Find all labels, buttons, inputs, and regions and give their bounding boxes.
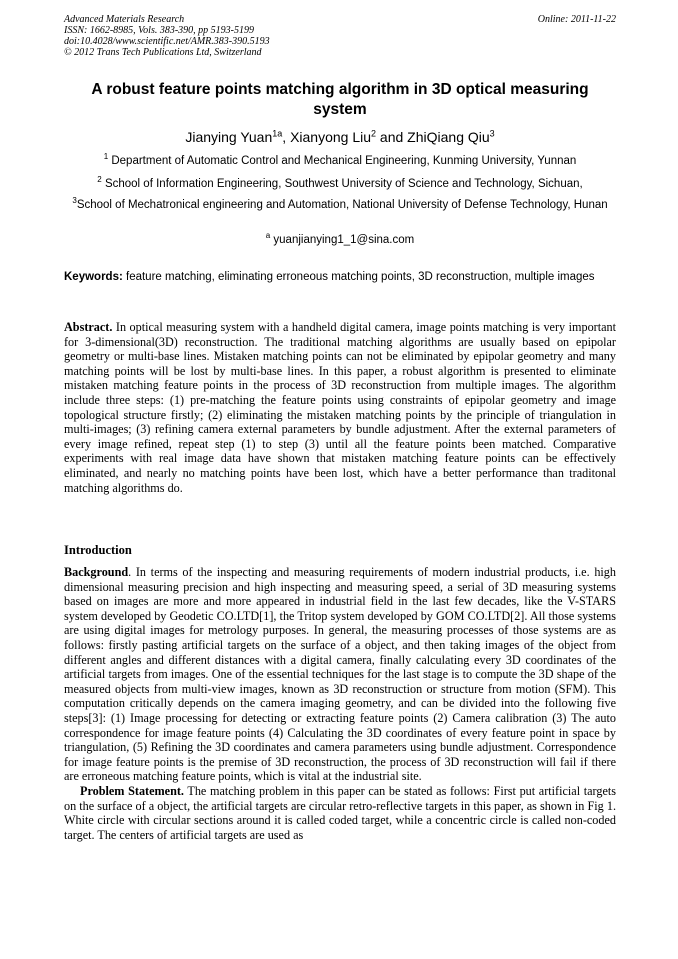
background-label: Background <box>64 565 129 579</box>
affil-text: Department of Automatic Control and Mechanical Engineering, Kunming University, Yunnan <box>111 155 577 167</box>
author-affil-mark: 3 <box>489 128 495 139</box>
journal-doi: doi:10.4028/www.scientific.net/AMR.383-390.5193 <box>64 36 270 47</box>
author-separator: , <box>282 129 291 145</box>
author-name: Xianyong Liu <box>290 129 372 145</box>
keywords <box>64 270 616 285</box>
affil-mark: 1 <box>103 152 109 162</box>
abstract-text: In optical measuring system with a handheld digital camera, image points matching is very important for 3-dimensional(3D) reconstruction. The traditional matching algorithms are usually based on epipolar geometry or multi-base lines. Mistaken matching points can not be eliminated by epipolar geometry and many matching points will be lost by multi-base lines. In this paper, a robust algorithm is presented to eliminate mistaken matching feature points in the process of 3D reconstruction from multiple images. The algorithm include three steps: (1) pre-matching the feature points using constraints of epipolar geometry and image topological structure firstly; (2) eliminating the mistaken matching points by the principle of triangulation in multi-images; (3) refining camera external parameters by bundle adjustment. After the external parameters of every image refined, repeat step (1) to step (3) until all the feature points been matched. Comparative experiments with real image data have shown that mistaken matching feature points can be effectively eliminated, and nearly no matching points have been lost, which have a better performance than traditonal matching algorithms do. <box>64 320 616 495</box>
keywords-label: Keywords: <box>64 271 123 283</box>
affil-text: School of Mechatronical engineering and Automation, National University of Defense Technology, Hunan <box>76 199 608 211</box>
journal-copyright: © 2012 Trans Tech Publications Ltd, Switzerland <box>64 47 262 58</box>
introduction-body <box>64 565 616 842</box>
affiliation-1 <box>64 154 616 169</box>
problem-text: The matching problem in this paper can be stated as follows: First put artificial targets on the surface of a object, the artificial targets are circular retro-reflective targets in this paper, as shown in Fig 1. White circle with circular sections around it is called coded target, while a concentric circle is called non-coded target. The centers of artificial targets are used as <box>64 783 616 842</box>
affil-text: School of Information Engineering, Southwest University of Science and Technology, Sichuan, <box>104 178 583 190</box>
affiliation-3 <box>64 198 616 213</box>
background-text: . In terms of the inspecting and measuring requirements of modern industrial products, i.e. high dimensional measuring precision and high inspecting and measuring speed, a serial of 3D measuring systems based on images are more and more appeared in industrial field in the last few decades, like the V-STARS system developed by Geodetic CO.LTD[1], the Tritop system developed by GOM CO.LTD[2]. All those systems are using digital images for metrology purposes. In general, the measuring processes of those systems are as follows: firstly pasting artificial targets on the surface of a object, and then taking images of the object from different angles and different distances with a digital camera, finally calculating every 3D coordinates of the artificial targets from images. One of the essential techniques for the last stage is to compute the 3D shape of the measured objects from multi-view images, known as 3D reconstruction or structure from motion (SFM). This computation critically depends on the camera imaging geometry, and can be divided into the following five steps[3]: (1) Image processing for detecting or extracting feature points (2) Camera calibration (3) The auto correspondence for image feature points (4) Calculating the 3D coordinates of every feature point in space by triangulation, (5) Refining the 3D coordinates and camera parameters using bundle adjustment. Correspondence for image feature points is the premise of 3D reconstruction, the process of 3D reconstruction will fail if there are erroneous matching feature points, which is vital at the industrial site. <box>64 565 616 784</box>
problem-label: Problem Statement. <box>80 783 184 798</box>
abstract <box>64 320 616 495</box>
author-affil-mark: 2 <box>371 128 377 139</box>
paper-title: A robust feature points matching algorithm in 3D optical measuring system <box>91 81 589 118</box>
problem-paragraph <box>64 784 616 842</box>
affiliation-2 <box>64 177 616 192</box>
affil-mark: a <box>265 231 271 241</box>
journal-header <box>64 14 616 58</box>
keywords-text: feature matching, eliminating erroneous matching points, 3D reconstruction, multiple images <box>126 271 595 283</box>
journal-name: Advanced Materials Research <box>64 14 185 25</box>
section-heading-introduction: Introduction <box>64 543 132 557</box>
affil-mark: 3 <box>72 196 77 206</box>
author-separator: and <box>376 129 408 145</box>
author-list <box>64 128 616 146</box>
author-name: Jianying Yuan <box>185 129 273 145</box>
online-date: Online: 2011-11-22 <box>537 14 616 25</box>
journal-issn: ISSN: 1662-8985, Vols. 383-390, pp 5193-5199 <box>64 25 254 36</box>
abstract-label: Abstract. <box>64 320 113 334</box>
affiliation-email <box>64 233 616 248</box>
author-name: ZhiQiang Qiu <box>407 129 490 145</box>
author-affil-mark: 1a <box>272 128 283 139</box>
author-email[interactable]: yuanjianying1_1@sina.com <box>273 234 415 246</box>
background-paragraph <box>64 565 616 784</box>
affil-mark: 2 <box>97 175 102 185</box>
